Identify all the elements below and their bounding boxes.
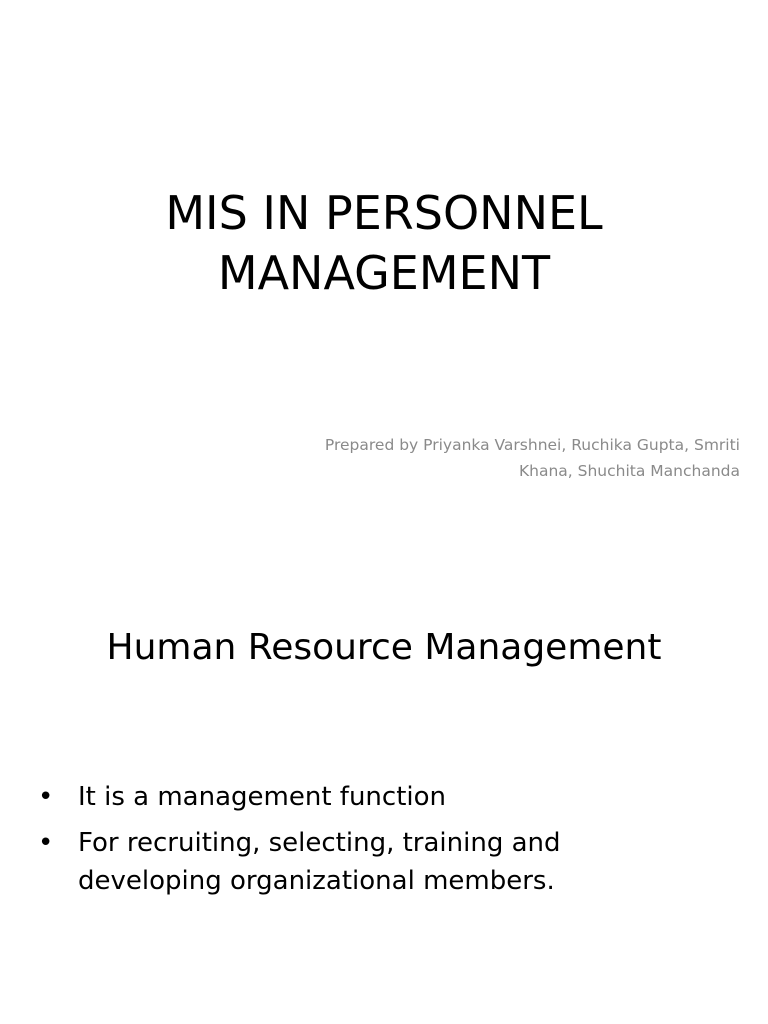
bullet-line: developing organizational members. xyxy=(78,866,555,896)
slide-subtitle xyxy=(120,432,740,484)
slide-title-line-1: MIS IN PERSONNEL xyxy=(165,186,603,240)
bullet-line: For recruiting, selecting, training and xyxy=(78,828,561,858)
bullet-icon: • xyxy=(38,828,54,858)
bullet-item-2 xyxy=(38,824,738,900)
slide-title-line-2: MANAGEMENT xyxy=(217,246,551,300)
bullet-line: It is a management function xyxy=(78,782,446,812)
bullet-text xyxy=(78,778,738,816)
slide-title xyxy=(0,183,768,303)
bullet-item-1 xyxy=(38,778,738,816)
content-slide xyxy=(0,580,768,1024)
bullet-text xyxy=(78,824,738,900)
slide-heading: Human Resource Management xyxy=(106,627,662,668)
slide-subtitle-line-2: Khana, Shuchita Manchanda xyxy=(518,462,740,480)
slide-subtitle-line-1: Prepared by Priyanka Varshnei, Ruchika Gupta, Smriti xyxy=(324,436,740,454)
bullet-list xyxy=(38,778,738,908)
bullet-icon: • xyxy=(38,782,54,812)
